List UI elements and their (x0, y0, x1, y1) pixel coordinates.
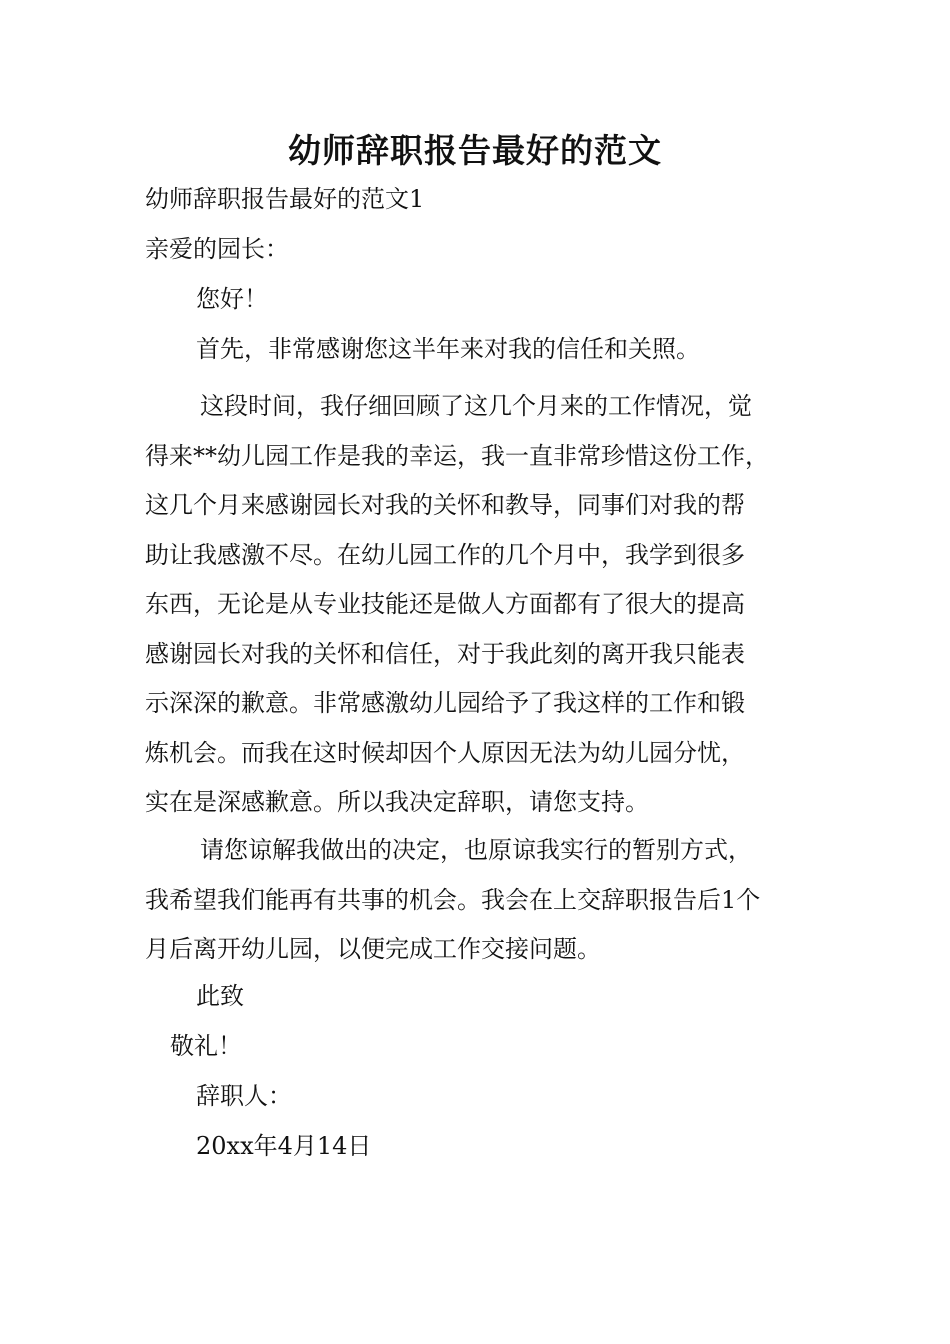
signature-label: 辞职人： (196, 1082, 292, 1110)
closing-jingli: 敬礼！ (170, 1032, 242, 1060)
greeting: 您好！ (196, 285, 268, 313)
paragraph-2-line: 感谢园长对我的关怀和信任，对于我此刻的离开我只能表 (145, 639, 745, 668)
paragraph-2-line: 实在是深感歉意。所以我决定辞职，请您支持。 (145, 788, 649, 816)
document-date: 20xx年4月14日 (196, 1132, 372, 1160)
paragraph-1: 首先，非常感谢您这半年来对我的信任和关照。 (196, 335, 700, 363)
paragraph-3 (145, 826, 835, 975)
document-subtitle: 幼师辞职报告最好的范文1 (145, 185, 425, 213)
paragraph-2-line: 助让我感激不尽。在幼儿园工作的几个月中，我学到很多 (145, 540, 745, 569)
paragraph-2-line: 这段时间，我仔细回顾了这几个月来的工作情况，觉 (200, 392, 752, 420)
paragraph-2-line: 示深深的歉意。非常感激幼儿园给予了我这样的工作和锻 (145, 689, 745, 717)
document-title: 幼师辞职报告最好的范文 (288, 131, 662, 170)
paragraph-3-line: 月后离开幼儿园，以便完成工作交接问题。 (145, 935, 601, 963)
paragraph-2 (145, 382, 835, 828)
closing-cizhi: 此致 (196, 982, 244, 1010)
paragraph-2-line: 这几个月来感谢园长对我的关怀和教导，同事们对我的帮 (145, 491, 745, 519)
paragraph-2-line: 得来**幼儿园工作是我的幸运，我一直非常珍惜这份工作， (145, 441, 769, 470)
paragraph-2-line: 东西，无论是从专业技能还是做人方面都有了很大的提高 (145, 590, 745, 618)
paragraph-3-line: 请您谅解我做出的决定，也原谅我实行的暂别方式， (200, 836, 752, 864)
salutation: 亲爱的园长： (145, 235, 289, 263)
paragraph-3-line: 我希望我们能再有共事的机会。我会在上交辞职报告后1个 (145, 885, 761, 914)
paragraph-2-line: 炼机会。而我在这时候却因个人原因无法为幼儿园分忧， (145, 738, 745, 767)
